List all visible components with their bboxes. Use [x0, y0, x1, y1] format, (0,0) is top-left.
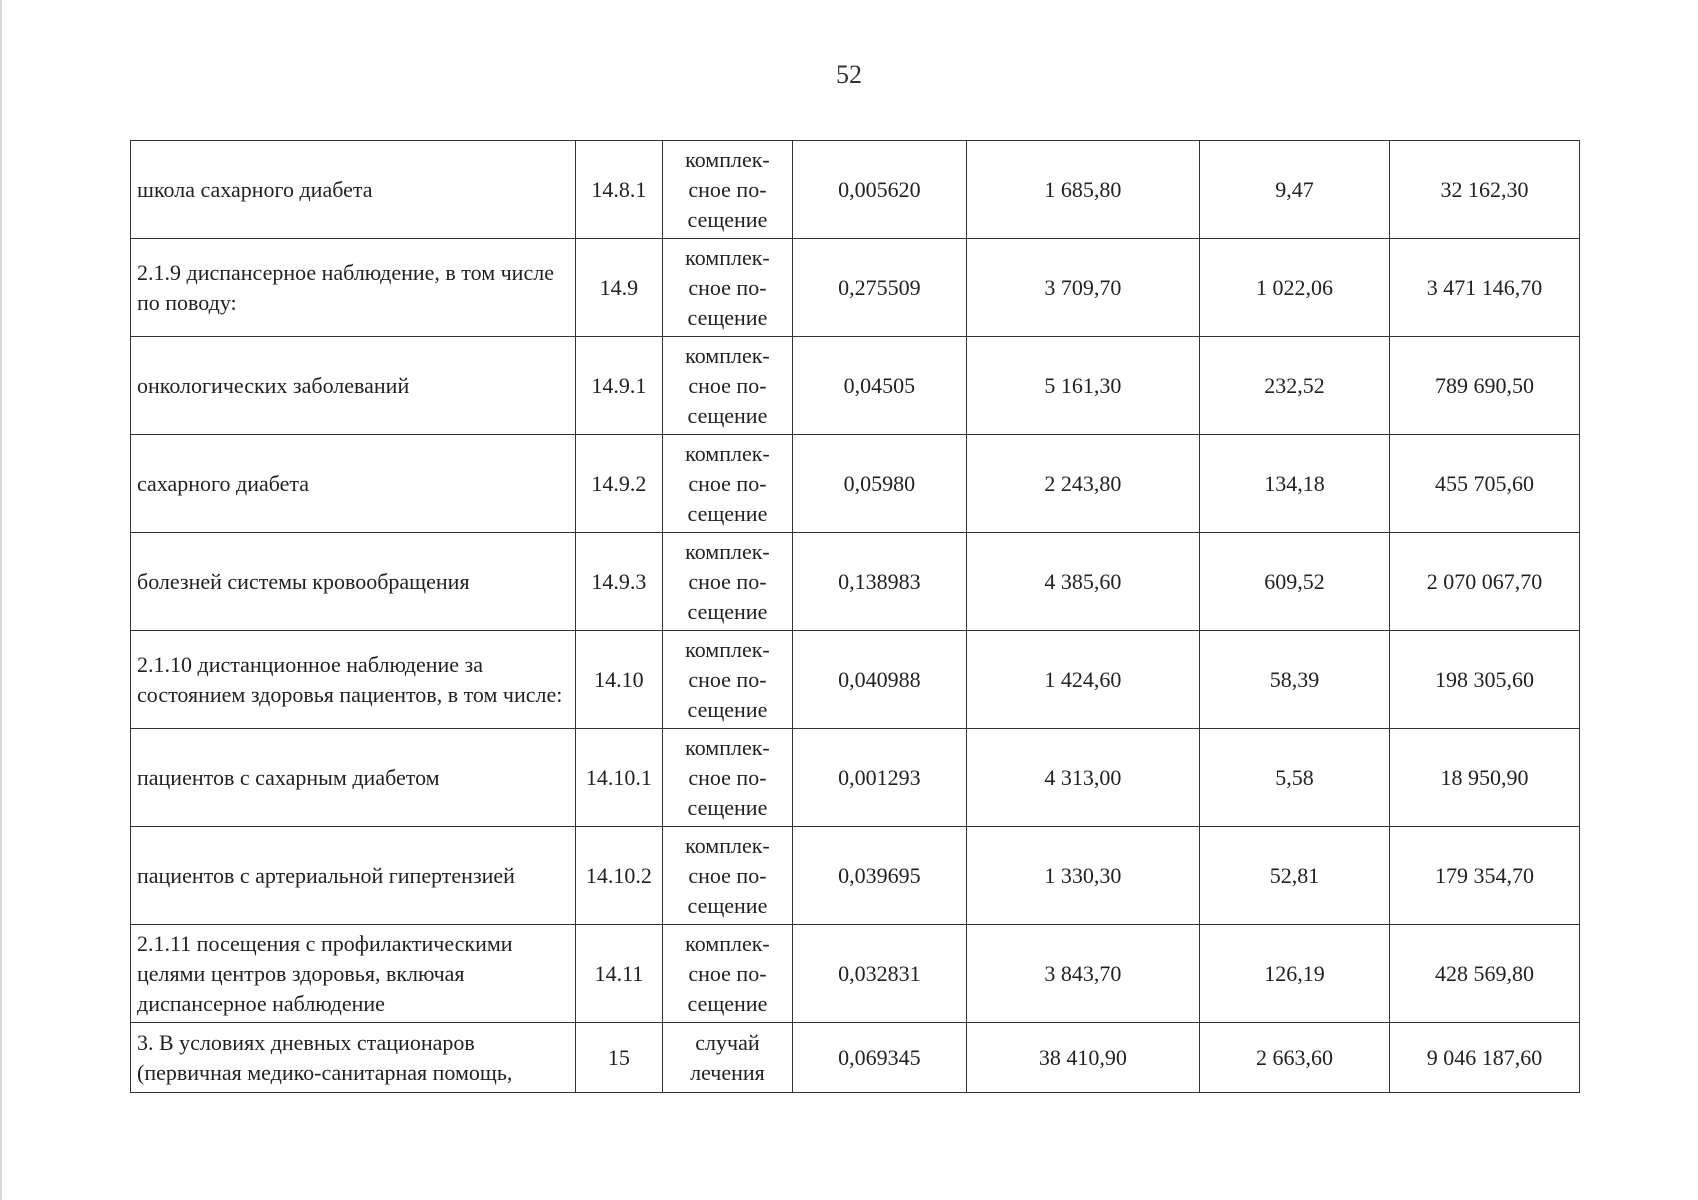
row-value-1: 0,04505 [793, 337, 967, 435]
table-row [131, 925, 1580, 1023]
row-value-3: 126,19 [1200, 925, 1390, 1023]
row-code: 14.9.2 [576, 435, 663, 533]
row-name: сахарного диабета [131, 435, 576, 533]
row-value-2: 1 330,30 [966, 827, 1199, 925]
row-value-4: 9 046 187,60 [1390, 1023, 1580, 1093]
row-unit: комплек- сное по- сещение [662, 729, 792, 827]
row-value-1: 0,069345 [793, 1023, 967, 1093]
row-code: 14.10.1 [576, 729, 663, 827]
row-value-1: 0,001293 [793, 729, 967, 827]
row-code: 15 [576, 1023, 663, 1093]
table-row [131, 533, 1580, 631]
row-value-3: 2 663,60 [1200, 1023, 1390, 1093]
row-name: пациентов с сахарным диабетом [131, 729, 576, 827]
row-value-2: 4 313,00 [966, 729, 1199, 827]
row-value-1: 0,032831 [793, 925, 967, 1023]
row-value-4: 428 569,80 [1390, 925, 1580, 1023]
table-row [131, 827, 1580, 925]
row-value-4: 2 070 067,70 [1390, 533, 1580, 631]
row-value-3: 52,81 [1200, 827, 1390, 925]
page-number: 52 [836, 60, 862, 89]
row-value-1: 0,039695 [793, 827, 967, 925]
table-row [131, 141, 1580, 239]
row-code: 14.9.3 [576, 533, 663, 631]
row-value-4: 198 305,60 [1390, 631, 1580, 729]
row-value-4: 32 162,30 [1390, 141, 1580, 239]
table-row [131, 729, 1580, 827]
row-name: 2.1.9 диспансерное наблюдение, в том числе по поводу: [131, 239, 576, 337]
row-code: 14.9 [576, 239, 663, 337]
row-value-2: 5 161,30 [966, 337, 1199, 435]
table-row [131, 239, 1580, 337]
row-value-2: 4 385,60 [966, 533, 1199, 631]
table-row [131, 337, 1580, 435]
table-row [131, 631, 1580, 729]
row-unit: комплек- сное по- сещение [662, 337, 792, 435]
row-value-3: 1 022,06 [1200, 239, 1390, 337]
row-value-4: 455 705,60 [1390, 435, 1580, 533]
table-row [131, 435, 1580, 533]
row-value-3: 9,47 [1200, 141, 1390, 239]
row-code: 14.11 [576, 925, 663, 1023]
row-value-2: 3 843,70 [966, 925, 1199, 1023]
row-value-2: 1 424,60 [966, 631, 1199, 729]
row-value-2: 1 685,80 [966, 141, 1199, 239]
row-unit: комплек- сное по- сещение [662, 435, 792, 533]
row-value-1: 0,05980 [793, 435, 967, 533]
row-value-2: 2 243,80 [966, 435, 1199, 533]
row-value-3: 58,39 [1200, 631, 1390, 729]
row-value-1: 0,040988 [793, 631, 967, 729]
row-code: 14.8.1 [576, 141, 663, 239]
row-name: пациентов с артериальной гипертензией [131, 827, 576, 925]
row-name: школа сахарного диабета [131, 141, 576, 239]
row-unit: комплек- сное по- сещение [662, 533, 792, 631]
row-unit: случай лечения [662, 1023, 792, 1093]
row-value-3: 134,18 [1200, 435, 1390, 533]
row-value-4: 789 690,50 [1390, 337, 1580, 435]
row-value-3: 5,58 [1200, 729, 1390, 827]
row-name: онкологических заболеваний [131, 337, 576, 435]
row-unit: комплек- сное по- сещение [662, 141, 792, 239]
row-value-1: 0,005620 [793, 141, 967, 239]
scan-edge [0, 0, 2, 1200]
row-code: 14.9.1 [576, 337, 663, 435]
row-unit: комплек- сное по- сещение [662, 239, 792, 337]
row-unit: комплек- сное по- сещение [662, 631, 792, 729]
row-name: 3. В условиях дневных стационаров (первичная медико-санитарная помощь, [131, 1023, 576, 1093]
row-value-2: 38 410,90 [966, 1023, 1199, 1093]
table-row [131, 1023, 1580, 1093]
row-value-4: 3 471 146,70 [1390, 239, 1580, 337]
row-code: 14.10.2 [576, 827, 663, 925]
row-value-2: 3 709,70 [966, 239, 1199, 337]
tariff-table [130, 140, 1580, 1093]
row-unit: комплек- сное по- сещение [662, 827, 792, 925]
row-value-1: 0,275509 [793, 239, 967, 337]
row-value-3: 232,52 [1200, 337, 1390, 435]
row-code: 14.10 [576, 631, 663, 729]
row-name: 2.1.10 дистанционное наблюдение за состоянием здоровья пациентов, в том числе: [131, 631, 576, 729]
row-value-4: 18 950,90 [1390, 729, 1580, 827]
row-name: болезней системы кровообращения [131, 533, 576, 631]
row-value-4: 179 354,70 [1390, 827, 1580, 925]
row-value-3: 609,52 [1200, 533, 1390, 631]
row-value-1: 0,138983 [793, 533, 967, 631]
row-name: 2.1.11 посещения с профилактическими целями центров здоровья, включая диспансерное наблюдение [131, 925, 576, 1023]
row-unit: комплек- сное по- сещение [662, 925, 792, 1023]
